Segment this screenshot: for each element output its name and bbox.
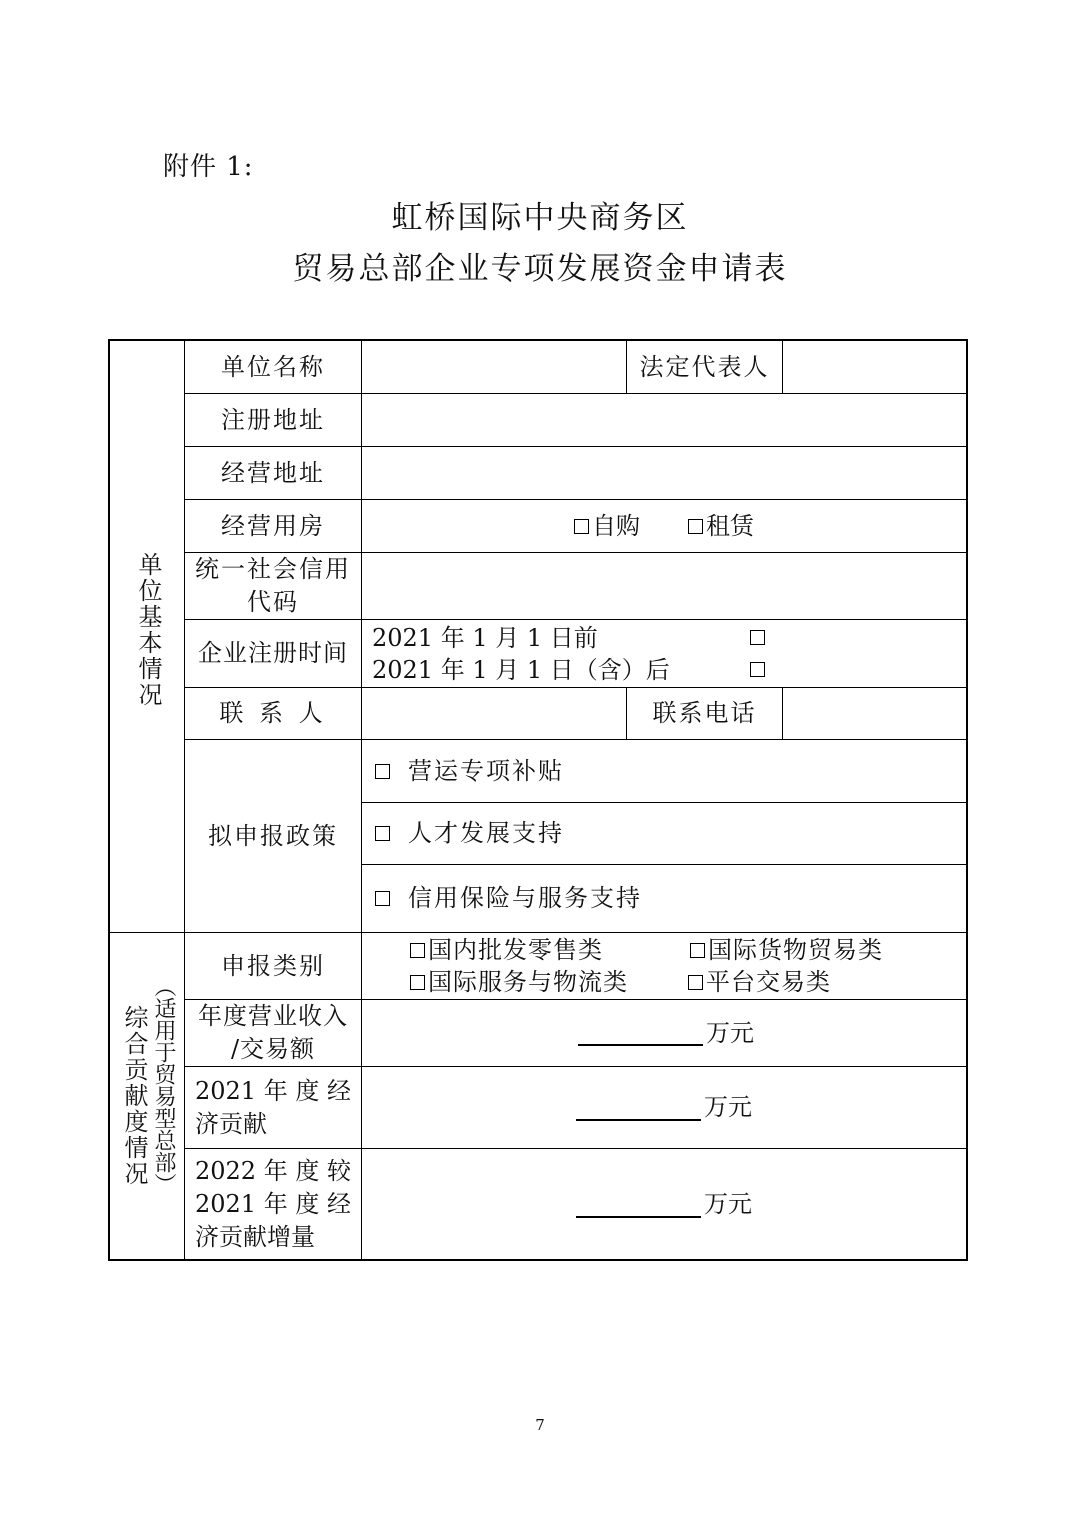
category-label: 申报类别 — [221, 951, 325, 980]
policy-option-credit-insurance[interactable]: 信用保险与服务支持 — [375, 865, 965, 931]
biz-address-label: 经营地址 — [221, 458, 325, 487]
policy-option-operation[interactable]: 营运专项补贴 — [375, 740, 965, 802]
attachment-label: 附件 1: — [163, 152, 254, 182]
reg-address-field[interactable] — [363, 394, 967, 446]
checkbox-icon[interactable] — [688, 519, 703, 534]
credit-code-field[interactable] — [363, 553, 967, 619]
checkbox-icon[interactable] — [375, 826, 390, 841]
reg-time-before[interactable]: 2021 年 1 月 1 日前 — [372, 622, 772, 654]
checkbox-icon[interactable] — [375, 891, 390, 906]
phone-label: 联系电话 — [652, 699, 757, 727]
revenue-blank[interactable] — [578, 1020, 703, 1046]
checkbox-icon[interactable] — [574, 519, 589, 534]
col-divider — [782, 687, 783, 739]
policy-label: 拟申报政策 — [208, 821, 338, 850]
phone-field[interactable] — [784, 688, 967, 739]
contrib-2021-blank[interactable] — [576, 1095, 701, 1121]
legal-rep-field[interactable] — [784, 341, 967, 393]
reg-time-label: 企业注册时间 — [198, 639, 348, 667]
form-title-line2: 贸易总部企业专项发展资金申请表 — [292, 251, 788, 287]
category-option-intl-services[interactable]: 国际服务与物流类 — [410, 967, 690, 997]
unit-name-field[interactable] — [363, 341, 625, 393]
revenue-field[interactable]: 万元 — [578, 1000, 878, 1066]
contrib-increase-field[interactable]: 万元 — [576, 1149, 876, 1260]
checkbox-icon[interactable] — [410, 975, 425, 990]
category-option-domestic-retail[interactable]: 国内批发零售类 — [410, 935, 690, 965]
category-option-intl-goods[interactable]: 国际货物贸易类 — [690, 935, 965, 965]
checkbox-icon[interactable] — [375, 764, 390, 779]
contrib-increase-blank[interactable] — [576, 1192, 701, 1218]
reg-address-label: 注册地址 — [221, 405, 325, 434]
revenue-label: 年度营业收入 /交易额 — [198, 1002, 348, 1063]
col-divider — [361, 340, 362, 1260]
section-contribution-sublabel: （适用于贸易型总部） — [151, 975, 176, 1195]
checkbox-icon[interactable] — [690, 943, 705, 958]
credit-code-label: 统一社会信用 代码 — [195, 555, 351, 616]
premises-option-lease[interactable]: 租赁 — [688, 500, 798, 552]
checkbox-icon[interactable] — [688, 975, 703, 990]
category-option-platform[interactable]: 平台交易类 — [688, 967, 963, 997]
biz-address-field[interactable] — [363, 447, 967, 499]
checkbox-icon[interactable] — [750, 662, 765, 677]
form-title-line1: 虹桥国际中央商务区 — [391, 200, 689, 236]
reg-time-after[interactable]: 2021 年 1 月 1 日（含）后 — [372, 654, 772, 686]
section-contribution-label: 综合贡献度情况 — [120, 1005, 148, 1187]
contrib-2021-field[interactable]: 万元 — [576, 1067, 876, 1148]
section-basic-info-label: 单位基本情况 — [134, 552, 162, 708]
contact-label: 联 系 人 — [219, 699, 327, 727]
contrib-2021-label: 2021 年 度 经 济贡献 — [195, 1076, 351, 1138]
checkbox-icon[interactable] — [410, 943, 425, 958]
contact-field[interactable] — [363, 688, 625, 739]
policy-option-talent[interactable]: 人才发展支持 — [375, 803, 965, 864]
unit-name-label: 单位名称 — [221, 352, 325, 381]
col-divider — [782, 340, 783, 393]
page-number: 7 — [535, 1416, 545, 1434]
premises-option-own[interactable]: 自购 — [574, 500, 684, 552]
biz-premises-label: 经营用房 — [221, 511, 325, 540]
contrib-increase-label: 2022 年 度 较 2021 年 度 经 济贡献增量 — [195, 1157, 351, 1251]
checkbox-icon[interactable] — [750, 630, 765, 645]
legal-rep-label: 法定代表人 — [639, 352, 770, 381]
